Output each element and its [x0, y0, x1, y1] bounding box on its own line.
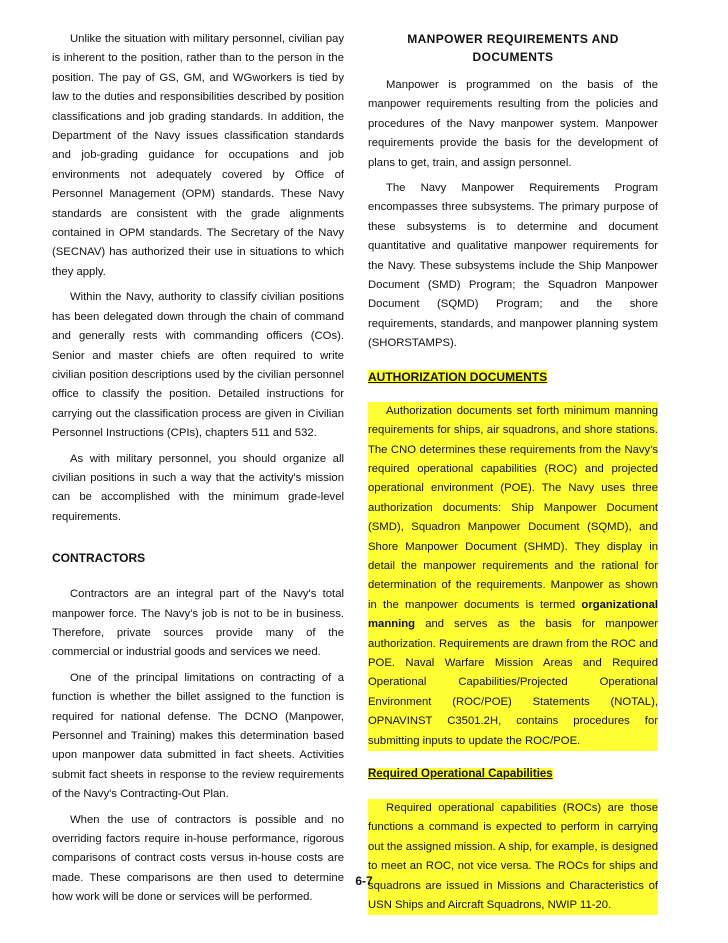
roc-subheading — [368, 765, 658, 783]
civilian-pay-paragraph: Unlike the situation with military personnel, civilian pay is inherent to the position, rather than to the person in the position. The pay of GS, GM, and WGworkers is tied by law to the duties and responsibilities described by position classifications and job grading standards. In addition, the Department of the Navy issues classification standards and job-grading guidance for occupations and job environments not adequately covered by Office of Personnel Management (OPM) standards. These Navy standards are consistent with the grade alignments contained in OPM standards. The Secretary of the Navy (SECNAV) has authorized their use in situations to which they apply. — [52, 33, 344, 278]
requirements-program-paragraph: The Navy Manpower Requirements Program encompasses three subsystems. The primary purpose of these subsystems is to determine and document quantitative and qualitative manpower requirements for the Navy. These subsystems include the Ship Manpower Document (SMD) Program; the Squadron Manpower Document (SQMD) Program; and the shore requirements, standards, and manpower planning system (SHORSTAMPS). — [368, 182, 658, 350]
roc-subheading-text: Required Operational Capabilities — [368, 768, 553, 780]
authorization-documents-paragraph — [368, 402, 658, 751]
right-column — [368, 30, 658, 921]
cost-comparison-paragraph: When the use of contractors is possible and no overriding factors require in-house performance, rigorous comparisons of contract costs versus in-house costs are made. These comparisons are then used to determine how work will be done or services will be performed. — [52, 813, 344, 904]
page-number: 6-7 — [355, 874, 373, 888]
organize-positions-paragraph: As with military personnel, you should organize all civilian positions in such a way that the activity's mission can be accomplished with the minimum grade-level requirements. — [52, 452, 344, 523]
left-column — [52, 30, 344, 914]
authorization-text-part1: Authorization documents set forth minimum manning requirements for ships, air squadrons, and shore stations. The CNO determines these requirements from the Navy's required operational capabilities (ROC) and projected operational environment (POE). The Navy uses three authorization documents: Ship Manpower Document (SMD), Squadron Manpower Document (SQMD), and Shore Manpower Document (SHMD). They display in detail the manpower requirements and the rational for determination of the requirements. Manpower as shown in the manpower documents is termed — [368, 404, 658, 611]
contractors-paragraph: Contractors are an integral part of the Navy's total manpower force. The Navy's job is not to be in business. Therefore, private sources provide many of the commercial or industrial goods and services we need. — [52, 588, 344, 659]
authorization-documents-heading — [368, 368, 658, 386]
classification-authority-paragraph: Within the Navy, authority to classify civilian positions has been delegated down through the chain of command and generally rests with commanding officers (COs). Senior and master chiefs are often required to write civilian position descriptions used by the civilian personnel office to classify the position. Detailed instructions for carrying out the classification process are given in Civilian Personnel Instructions (CPIs), chapters 511 and 532. — [52, 291, 344, 440]
organizational-manning-term: organizational manning — [368, 598, 658, 631]
authorization-documents-heading-text: AUTHORIZATION DOCUMENTS — [368, 369, 548, 384]
contracting-limitations-paragraph: One of the principal limitations on contracting of a function is whether the billet assigned to the function is required for national defense. The DCNO (Manpower, Personnel and Training) makes this determination based upon manpower data submitted in fact sheets. Activities submit fact sheets in response to the review requirements of the Navy's Contracting-Out Plan. — [52, 671, 344, 801]
authorization-text-part2: and serves as the basis for manpower authorization. Requirements are drawn from the ROC and POE. Naval Warfare Mission Areas and Required Operational Capabilities/Projected Operational Environment (ROC/POE) Statements (NOTAL), OPNAVINST C3501.2H, contains procedures for submitting inputs to update the ROC/POE. — [368, 618, 658, 747]
manpower-programmed-paragraph: Manpower is programmed on the basis of the manpower requirements resulting from the policies and procedures of the Navy manpower system. Manpower requirements provide the basis for the development of plans to get, train, and assign personnel. — [368, 79, 658, 169]
roc-paragraph: Required operational capabilities (ROCs) are those functions a command is expected to perform in carrying out the assigned mission. A ship, for example, is designed to meet an ROC, not vice versa. The ROCs for ships and squadrons are issued in Missions and Characteristics of USN Ships and Aircraft Squadrons, NWIP 11-20. — [368, 799, 658, 915]
contractors-heading: CONTRACTORS — [52, 551, 146, 566]
manpower-requirements-heading: MANPOWER REQUIREMENTS AND DOCUMENTS — [407, 32, 619, 64]
